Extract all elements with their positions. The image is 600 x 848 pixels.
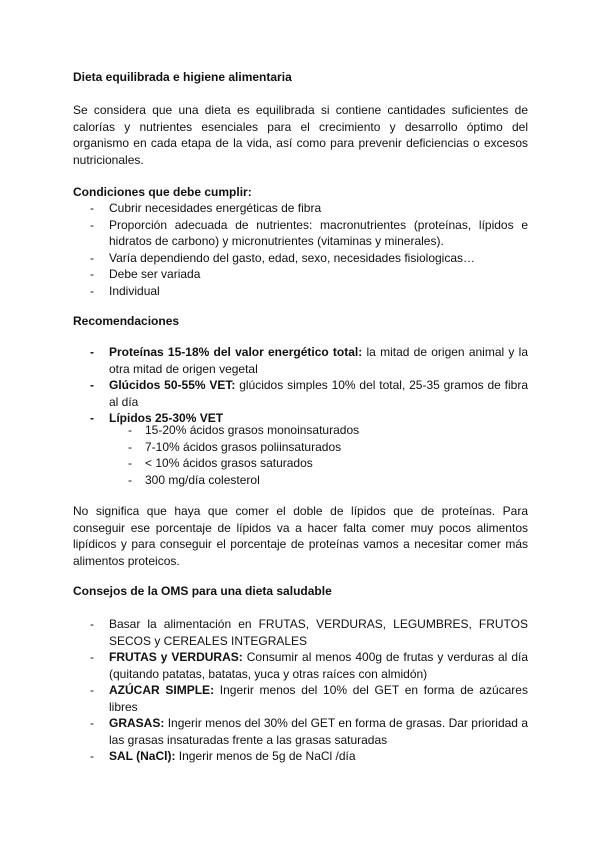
dash-bullet: - <box>90 411 94 425</box>
list-item: - Glúcidos 50-55% VET: glúcidos simples 10% del total, 25-35 gramos de fibra al día <box>90 378 529 409</box>
item-bold-label: Glúcidos 50-55% VET: <box>109 378 236 392</box>
dash-bullet: - <box>90 716 94 730</box>
list-item: - Proporción adecuada de nutrientes: macronutrientes (proteínas, lípidos e hidratos de carbono) y micronutrientes (vitaminas y minerales). <box>90 217 528 248</box>
condiciones-list <box>73 200 528 299</box>
dash-bullet: - <box>90 378 94 392</box>
dash-bullet: - <box>90 283 94 298</box>
list-item: - Cubrir necesidades energéticas de fibra <box>90 201 322 215</box>
dash-bullet: - <box>90 217 94 232</box>
list-item: - AZÚCAR SIMPLE: Ingerir menos del 10% del GET en forma de azúcares libres <box>90 683 528 714</box>
item-bold-label: Lípidos 25-30% VET <box>109 411 224 425</box>
list-item: - FRUTAS y VERDURAS: Consumir al menos 400g de frutas y verduras al día (quitando patatas, batatas, yuca y otras raíces con almidón) <box>90 650 529 681</box>
dash-bullet: - <box>128 423 132 437</box>
dash-bullet: - <box>90 345 94 359</box>
section-heading-dieta: Dieta equilibrada e higiene alimentaria <box>73 70 292 84</box>
dash-bullet: - <box>128 456 132 470</box>
dash-bullet: - <box>128 439 132 454</box>
oms-list <box>73 616 528 765</box>
list-item: - < 10% ácidos grasos saturados <box>128 456 313 470</box>
item-bold-label: AZÚCAR SIMPLE: <box>109 683 215 697</box>
list-item: - Individual <box>90 283 160 298</box>
list-item: - GRASAS: Ingerir menos del 30% del GET en forma de grasas. Dar prioridad a las grasas insaturadas frente a las grasas saturadas <box>90 716 528 747</box>
dash-bullet: - <box>90 749 94 763</box>
item-bold-label: FRUTAS y VERDURAS: <box>109 650 243 664</box>
list-item: - Debe ser variada <box>90 267 201 281</box>
item-bold-label: SAL (NaCl): <box>109 749 176 763</box>
item-bold-label: GRASAS: <box>109 716 165 730</box>
section-heading-oms: Consejos de la OMS para una dieta saludable <box>73 584 332 598</box>
dash-bullet: - <box>90 201 94 215</box>
dash-bullet: - <box>90 250 94 265</box>
section-heading-recomendaciones: Recomendaciones <box>73 314 180 328</box>
dash-bullet: - <box>90 617 94 631</box>
list-item: - Proteínas 15-18% del valor energético total: la mitad de origen animal y la otra mitad de origen vegetal <box>90 345 528 376</box>
dash-bullet: - <box>128 472 132 487</box>
list-item: - 300 mg/día colesterol <box>128 472 260 487</box>
section-heading-condiciones: Condiciones que debe cumplir: <box>73 185 252 199</box>
dash-bullet: - <box>90 650 94 664</box>
list-item: - 15-20% ácidos grasos monoinsaturados <box>128 423 360 437</box>
dash-bullet: - <box>90 683 94 697</box>
lipidos-sublist <box>73 422 528 488</box>
dash-bullet: - <box>90 267 94 281</box>
intro-paragraph: Se considera que una dieta es equilibrada si contiene cantidades suficientes de calorías y nutrientes esenciales para el crecimiento y desarrollo óptimo del organismo en cada etapa de la vida, así como para prevenir deficiencias o excesos nutricionales. <box>73 103 528 167</box>
list-item: - 7-10% ácidos grasos poliinsaturados <box>128 439 342 454</box>
recomendaciones-list <box>73 344 528 427</box>
item-bold-label: Proteínas 15-18% del valor energético total: <box>109 345 363 359</box>
list-item: - Varía dependiendo del gasto, edad, sexo, necesidades fisiologicas… <box>90 250 476 265</box>
list-item: - Basar la alimentación en FRUTAS, VERDURAS, LEGUMBRES, FRUTOS SECOS y CEREALES INTEGRALES <box>90 617 528 648</box>
lipidos-note-paragraph: No significa que haya que comer el doble de lípidos que de proteínas. Para conseguir ese porcentaje de lípidos va a hacer falta comer muy pocos alimentos lipídicos y para conseguir el porcentaje de proteínas vamos a necesitar comer más alimentos proteicos. <box>73 504 528 568</box>
list-item: - SAL (NaCl): Ingerir menos de 5g de NaCl /día <box>90 749 356 763</box>
